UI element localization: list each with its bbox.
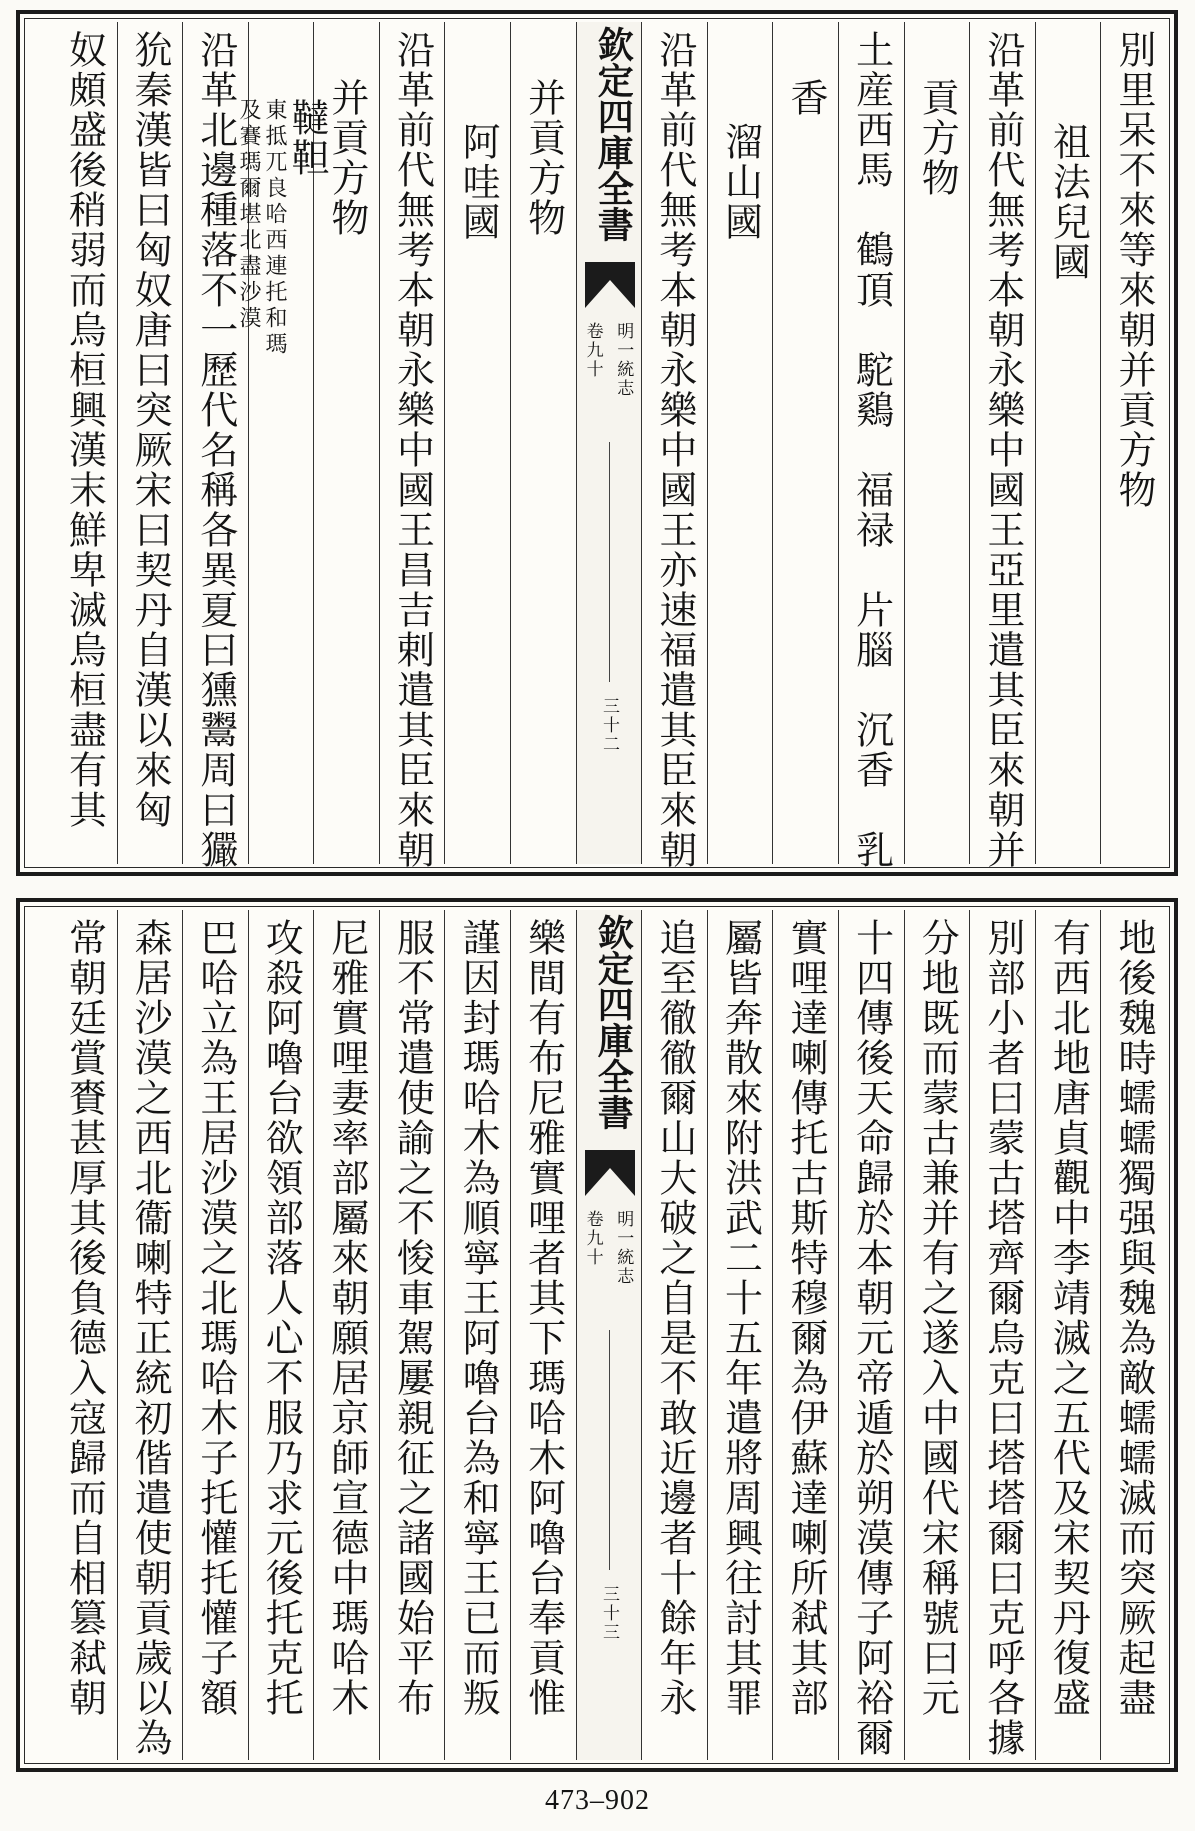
text-column: 沿革北邊種落不一歷代名稱各異夏曰獯鬻周曰玁 [182,22,248,864]
text-column: 攻殺阿嚕台欲領部落人心不服乃求元後托克托 [248,910,314,1760]
top-columns [28,22,1166,870]
work-title: 明一統志 [613,322,634,398]
volume-label: 卷九十 [582,322,603,379]
note-right: 東抵兀良哈西連托和瑪 [261,98,287,358]
text-column: 沿革前代無考本朝永樂中國王亞里遣其臣來朝并 [969,22,1035,864]
text-column: 貢方物 [904,22,970,864]
center-fold [576,22,642,864]
fold-rule [609,1330,610,1570]
text-column: 謹因封瑪哈木為順寧王阿嚕台為和寧王已而叛 [444,910,510,1760]
book-title: 欽定四庫全書 [592,26,635,242]
text-column: 香 [772,22,838,864]
text-column: 沿革前代無考本朝永樂中國王昌吉剌遣其臣來朝 [379,22,445,864]
text-column: 地後魏時蠕蠕獨强與魏為敵蠕蠕滅而突厥起盡 [1100,910,1166,1760]
page-number: 三十二 [598,697,619,754]
text-column: 阿哇國 [444,22,510,864]
text-column: 狁秦漢皆曰匈奴唐曰突厥宋曰契丹自漢以來匈 [117,22,183,864]
top-page [16,10,1178,876]
text-column: 實哩達喇傳托古斯特穆爾為伊蘇達喇所弒其部 [772,910,838,1760]
text-column: 有西北地唐貞觀中李靖滅之五代及宋契丹復盛 [1035,910,1101,1760]
text-column: 樂間有布尼雅實哩者其下瑪哈木阿嚕台奉貢惟 [510,910,576,1760]
book-title: 欽定四庫全書 [592,914,635,1130]
heading-tartar: 韃靼 [284,98,329,178]
center-fold [576,910,642,1760]
text-column: 十四傳後天命歸於本朝元帝遁於朔漠傳子阿裕爾 [838,910,904,1760]
text-column: 屬皆奔散來附洪武二十五年遣將周興往討其罪 [707,910,773,1760]
work-title: 明一統志 [613,1210,634,1286]
text-column: 沿革前代無考本朝永樂中國王亦速福遣其臣來朝 [641,22,707,864]
fish-tail-mark [585,262,635,308]
text-column: 追至徹徹爾山大破之自是不敢近邊者十餘年永 [641,910,707,1760]
text-column: 巴哈立為王居沙漠之北瑪哈木子托懽托懽子額 [182,910,248,1760]
text-column: 尼雅實哩妻率部屬來朝願居京師宣德中瑪哈木 [313,910,379,1760]
page-number: 三十三 [598,1585,619,1642]
text-column: 森居沙漠之西北衞喇特正統初偕遣使朝貢歲以為 [117,910,183,1760]
text-column: 別部小者曰蒙古塔齊爾烏克曰塔塔爾曰克呼各據 [969,910,1035,1760]
text-column: 祖法兒國 [1035,22,1101,864]
text-column: 別里呆不來等來朝并貢方物 [1100,22,1166,864]
text-column: 并貢方物 [313,22,379,864]
text-column: 溜山國 [707,22,773,864]
fold-rule [609,442,610,682]
bottom-columns [28,910,1166,1760]
note-column [235,22,329,864]
text-column: 常朝廷賞賚甚厚其後負德入寇歸而自相篡弒朝 [62,918,107,1718]
text-column: 土産西馬 鶴頂 駝鷄 福禄 片腦 沉香 乳 [838,22,904,864]
volume-label: 卷九十 [582,1210,603,1267]
bottom-page [16,898,1178,1772]
text-column: 分地既而蒙古兼并有之遂入中國代宋稱號曰元 [904,910,970,1760]
text-column: 服不常遣使諭之不悛車駕屢親征之諸國始平布 [379,910,445,1760]
page-footer-number: 473–902 [545,1785,650,1816]
text-column: 奴頗盛後稍弱而烏桓興漢末鮮卑滅烏桓盡有其 [62,30,107,830]
fish-tail-mark [585,1150,635,1196]
note-left: 及賽瑪爾堪北盡沙漠 [235,98,261,332]
text-column: 并貢方物 [510,22,576,864]
